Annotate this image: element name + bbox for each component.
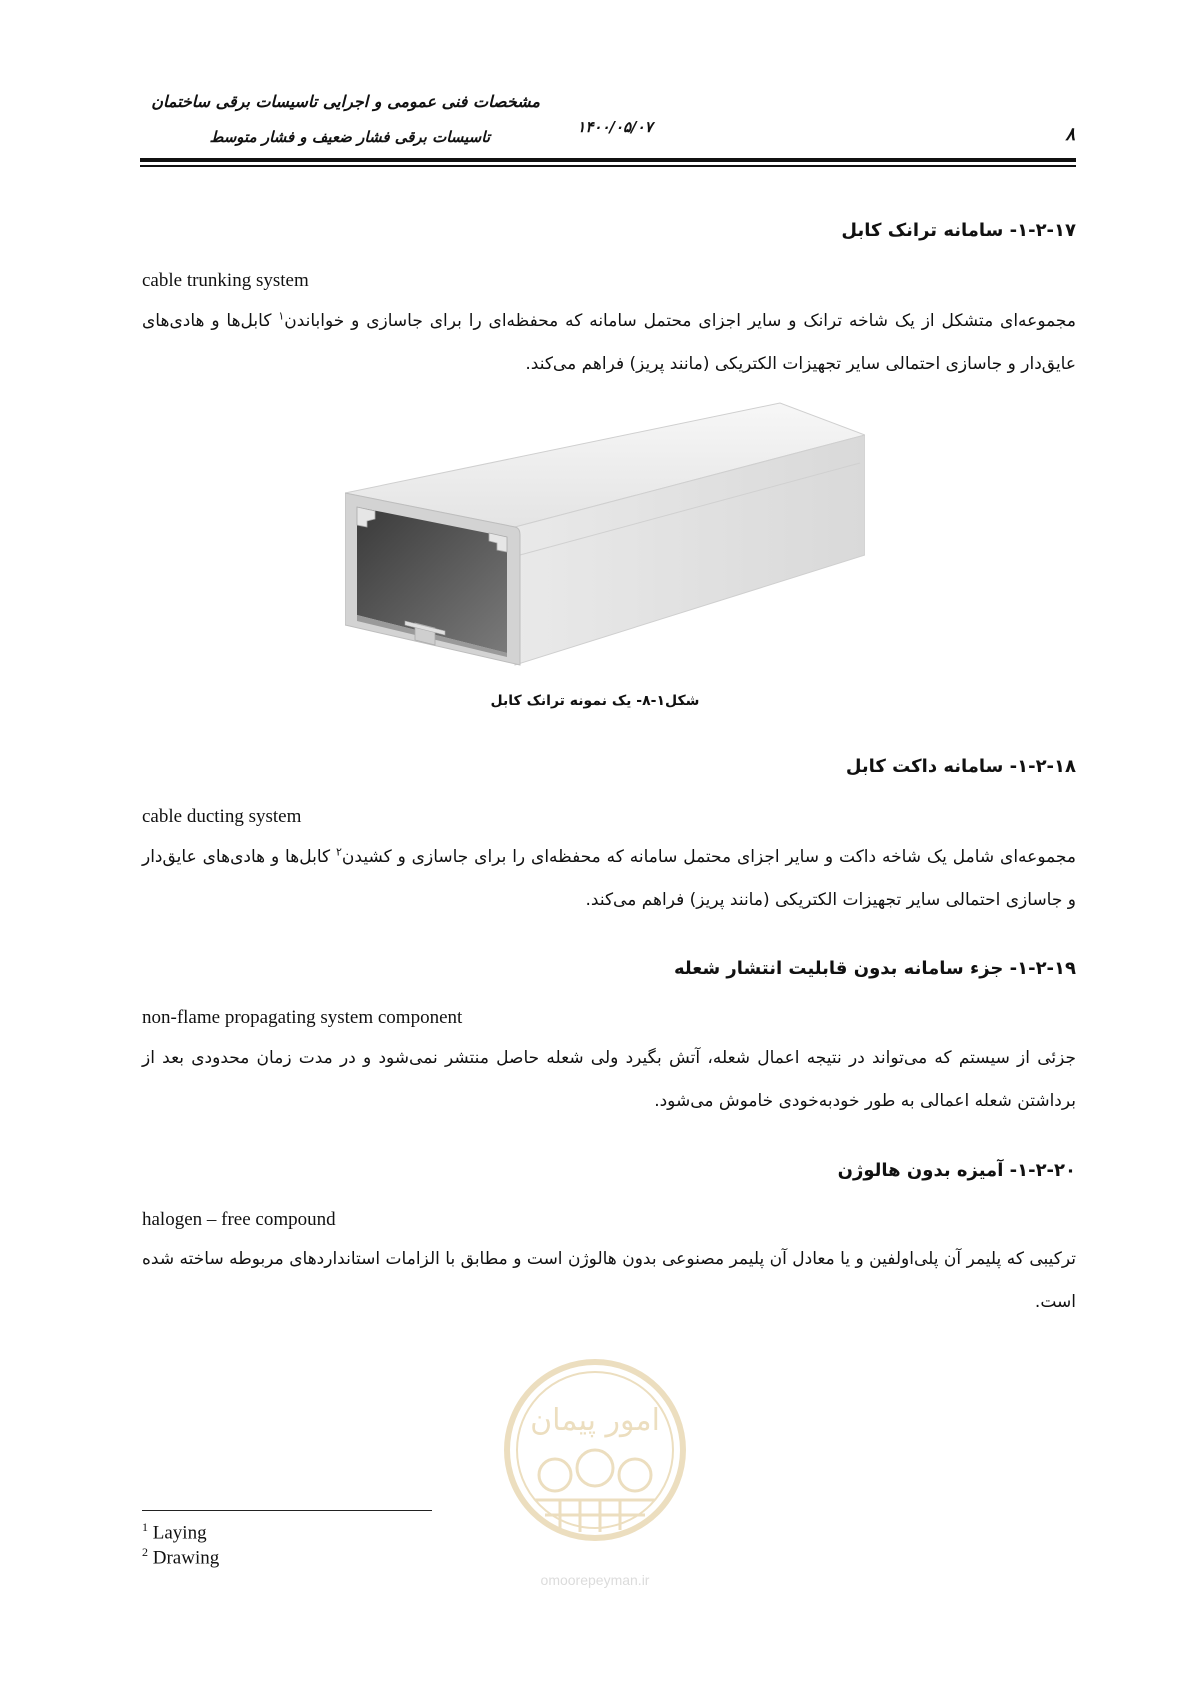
paragraph-text: کابل‌ها و هادی‌های عایق‌دار و جاسازی احتمالی سایر تجهیزات الکتریکی (مانند پریز) فراهم می‌کند. [142,847,1076,910]
page-number: ۸ [1065,124,1075,145]
paragraph-text: کابل‌ها و هادی‌های عایق‌دار و جاسازی احتمالی سایر تجهیزات الکتریکی (مانند پریز) فراهم می‌کند. [142,311,1076,374]
footnote-text: Drawing [152,1547,220,1569]
footnote-number: 1 [142,1520,148,1534]
footnote-ref[interactable]: ۲ [335,845,342,859]
section-heading: ۱-۲-۱۷- سامانه ترانک کابل [841,220,1076,241]
header-rule-thin [140,165,1076,167]
footnote-item [142,1520,442,1544]
english-term: halogen – free compound [142,1209,336,1230]
header-title: مشخصات فنی عمومی و اجرایی تاسیسات برقی ساختمان [151,92,540,111]
paragraph-text: مجموعه‌ای متشکل از یک شاخه ترانک و سایر اجزای محتمل سامانه که محفظه‌ای را برای جاسازی و خواباندن [284,311,1077,331]
english-term: cable trunking system [142,270,309,291]
section-paragraph: ترکیبی که پلیمر آن پلی‌اولفین و یا معادل آن پلیمر مصنوعی بدون هالوژن است و مطابق با الزامات استانداردهای مربوطه ساخته شده است. [142,1249,1076,1312]
english-term: cable ducting system [142,806,302,827]
section-paragraph: جزئی از سیستم که می‌تواند در نتیجه اعمال شعله، آتش بگیرد ولی شعله حاصل منتشر نمی‌شود و در مدت زمان محدودی بعد از برداشتن شعله اعمالی به طور خودبه‌خودی خاموش می‌شود. [142,1048,1076,1111]
watermark-brand: امور پیمان [530,1403,660,1438]
header-date: ۱۴۰۰/۰۵/۰۷ [577,118,653,136]
watermark-url: omoorepeyman.ir [540,1572,650,1588]
header-subtitle: تاسیسات برقی فشار ضعیف و فشار متوسط [209,128,490,146]
paragraph-text: مجموعه‌ای شامل یک شاخه داکت و سایر اجزای محتمل سامانه که محفظه‌ای را برای جاسازی و کشیدن [341,847,1077,867]
footnote-text: Laying [152,1522,207,1544]
section-paragraph [142,300,1076,386]
emblem-icon [490,1350,700,1560]
section-heading: ۱-۲-۱۸- سامانه داکت کابل [845,756,1076,777]
section-heading: ۱-۲-۱۹- جزء سامانه بدون قابلیت انتشار شعله [674,958,1076,979]
english-term: non-flame propagating system component [142,1007,463,1028]
section-paragraph [142,836,1076,922]
header-rule-thick [140,158,1076,162]
footnote-number: 2 [142,1545,148,1559]
footnote-item [142,1545,442,1569]
cable-trunking-image [345,395,865,670]
figure-caption: شکل۱-۸- یک نمونه ترانک کابل [490,693,700,709]
footnote-ref[interactable]: ۱ [278,309,285,323]
footnote-separator [142,1510,432,1511]
section-heading: ۱-۲-۲۰- آمیزه بدون هالوژن [837,1160,1076,1181]
watermark-logo [490,1350,700,1590]
